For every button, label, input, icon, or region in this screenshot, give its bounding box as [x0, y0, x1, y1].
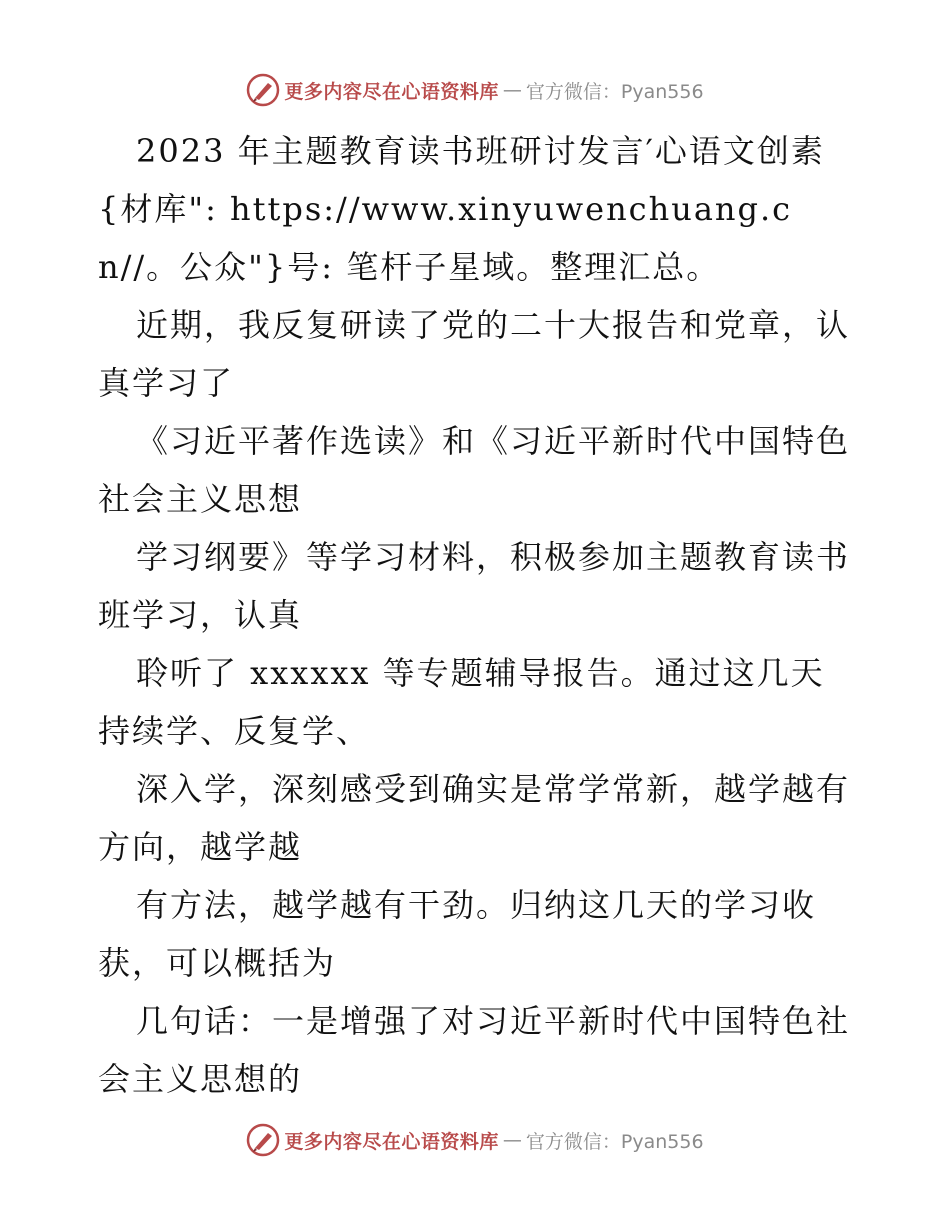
- paragraph: 聆听了 xxxxxx 等专题辅导报告。通过这几天持续学、反复学、: [98, 654, 825, 750]
- banner-text: 更多内容尽在心语资料库: [284, 80, 499, 103]
- paragraph: 近期，我反复研读了党的二十大报告和党章，认真学习了: [98, 306, 851, 402]
- banner-text: 更多内容尽在心语资料库: [284, 1130, 499, 1153]
- paragraph: 学习纲要》等学习材料，积极参加主题教育读书班学习，认真: [98, 538, 851, 634]
- pen-logo-icon: [246, 73, 280, 107]
- document-body: [98, 122, 858, 1108]
- pen-logo-icon: [246, 1123, 280, 1157]
- paragraph: 深入学，深刻感受到确实是常学常新，越学越有方向，越学越: [98, 770, 851, 866]
- paragraph: 《习近平著作选读》和《习近平新时代中国特色社会主义思想: [98, 422, 851, 518]
- banner-wechat: 官方微信：Pyan556: [525, 1130, 704, 1153]
- header-banner: [0, 70, 950, 110]
- paragraph-title: 2023 年主题教育读书班研讨发言′心语文创素{材库": https://www.xinyuwenchuang.cn//。公众"}号: 笔杆子星域。整理汇总。: [98, 132, 825, 286]
- banner-separator: —: [502, 1129, 522, 1151]
- paragraph: 几句话：一是增强了对习近平新时代中国特色社会主义思想的: [98, 1002, 851, 1098]
- banner-wechat: 官方微信：Pyan556: [525, 80, 704, 103]
- banner-separator: —: [502, 79, 522, 101]
- paragraph: 有方法，越学越有干劲。归纳这几天的学习收获，可以概括为: [98, 886, 817, 982]
- footer-banner: [0, 1120, 950, 1160]
